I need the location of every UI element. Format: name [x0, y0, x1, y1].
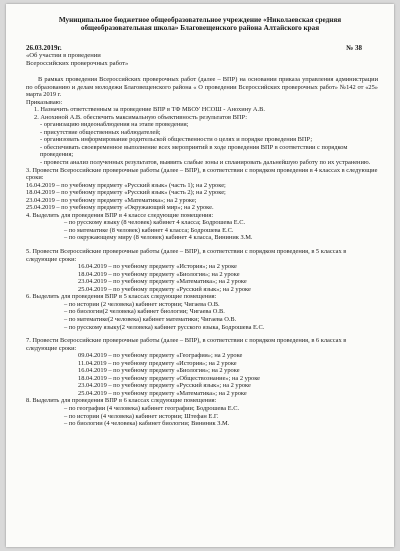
body-line: – по биологии (4 человека) кабинет биологии; Вининик З.М.	[64, 420, 230, 428]
body-line: 18.04.2019 – по учебному предмету «Обществознание»; на 2 уроке	[78, 374, 261, 382]
body-line: 1. Назначить ответственным за проведение ВПР в ТФ МБОУ НСОШ - Анохину А.В.	[34, 106, 265, 114]
body-line: – по географии (4 человека) кабинет географии; Бодрошева Е.С.	[64, 404, 240, 412]
body-line: 2. Анохиной А.В. обеспечить максимальную объективность результатов ВПР:	[34, 113, 248, 121]
subject-line-2: Всероссийских проверочных работ»	[26, 59, 129, 67]
body-line: - обеспечивать своевременное выполнение всех мероприятий в ходе проведения ВПР в соответствии с порядком проведения;	[40, 143, 348, 159]
body-line: – по русскому языку(2 человека) кабинет русского языка, Бодрошева Е.С.	[64, 323, 265, 331]
body-line: 18.04.2019 – по учебному предмету «Биология»; на 2 уроке	[78, 270, 240, 278]
body-line: – по биологии(2 человека) кабинет биологии; Чигаева О.В.	[64, 308, 225, 316]
body-line: 09.04.2019 – по учебному предмету «География»; на 2 уроке	[78, 352, 243, 360]
document-page	[6, 4, 394, 547]
body-line: 25.04.2019 – по учебному предмету «Русский язык»; на 2 уроке	[78, 285, 251, 293]
body-line: 8. Выделить для проведения ВПР в 6 классах следующие помещения:	[26, 397, 217, 405]
body-line: 16.04.2019 – по учебному предмету «Русский язык» (часть 1); на 2 уроке;	[26, 181, 226, 189]
subject-line-1: «Об участии в проведении	[26, 52, 101, 59]
body-line: 7. Провести Всероссийские проверочные работы (далее – ВПР), в соответствии с порядком проведения, в 6 классах в следующие сроки:	[26, 337, 347, 352]
order-body	[26, 76, 378, 428]
body-line: – по математике (8 человек) кабинет 4 класса; Бодрошева Е.С.	[64, 226, 234, 234]
body-line: - присутствие общественных наблюдателей;	[40, 128, 161, 136]
order-subject	[26, 52, 128, 67]
body-line: – по русскому языку (8 человек) кабинет 4 класса; Бодрошева Е.С.	[64, 219, 246, 227]
body-line: 5. Провести Всероссийские проверочные работы (далее – ВПР), в соответствии с порядком проведения, в 5 классах в следующие сроки:	[26, 248, 347, 263]
body-line: - организацию видеонаблюдения на этапе проведения;	[40, 121, 189, 129]
body-line: – по истории (2 человека) кабинет истории; Чигаева О.В.	[64, 300, 220, 308]
body-line: 16.04.2019 – по учебному предмету «Биология»; на 2 уроке	[78, 367, 240, 375]
body-line: 23.04.2019 – по учебному предмету «Русский язык»; на 2 уроке	[78, 382, 251, 390]
body-line: 18.04.2019 – по учебному предмету «Русский язык» (часть 2); на 2 уроке;	[26, 189, 226, 197]
order-date: 26.03.2019г.	[26, 44, 62, 52]
body-line: – по математике(2 человека) кабинет математики; Чигаева О.В.	[64, 315, 237, 323]
body-line: 3. Провести Всероссийские проверочные работы (далее – ВПР), в соответствии с порядком проведения в 4 классах в следующие сроки:	[26, 166, 378, 182]
body-line: - организовать информирование родительской общественности о целях и порядке проведения ВПР;	[40, 136, 313, 144]
body-line: 25.04.2019 – по учебному предмету «Окружающий мир»; на 2 уроке.	[26, 204, 214, 212]
body-line: 11.04.2019 – по учебному предмету «История»; на 2 уроке	[78, 359, 237, 367]
body-line: 23.04.2019 – по учебному предмету «Математика»; на 2 уроке	[78, 278, 247, 286]
body-line: - провести анализ полученных результатов, выявить слабые зоны и спланировать дальнейшую работу по их устранению.	[40, 159, 371, 167]
body-line: 25.04.2019 – по учебному предмету «Математика»; на 2 уроке	[78, 389, 247, 397]
body-line: 23.04.2019 – по учебному предмету «Математика»; на 2 уроке;	[26, 196, 197, 204]
body-line: 16.04.2019 – по учебному предмету «История»; на 2 уроке	[78, 263, 237, 271]
body-line: Приказываю:	[26, 98, 63, 106]
header-line-1: Муниципальное бюджетное общеобразовательное учреждение «Николаевская средняя	[58, 16, 342, 24]
header-line-2: общеобразовательная школа» Благовещенского района Алтайского края	[80, 24, 320, 33]
school-header	[6, 16, 394, 33]
body-line: – по истории (4 человека) кабинет истории; Штефан Е.Г.	[64, 412, 219, 420]
body-line: 6. Выделить для проведения ВПР в 5 классах следующие помещения:	[26, 293, 217, 301]
body-line: 4. Выделить для проведения ВПР в 4 классе следующие помещения:	[26, 211, 214, 219]
order-number: № 38	[346, 44, 362, 52]
body-line: – по окружающему миру (8 человек) кабинет 4 класса, Вининик З.М.	[64, 234, 253, 242]
body-line: В рамках проведения Всероссийских проверочных работ (далее – ВПР) на основании приказа управления администрации по образованию и делам молодежи Благовещенского района « О проведении Всероссийских проверочных работ» №142 от «25» марта 2019 г.	[26, 76, 378, 99]
